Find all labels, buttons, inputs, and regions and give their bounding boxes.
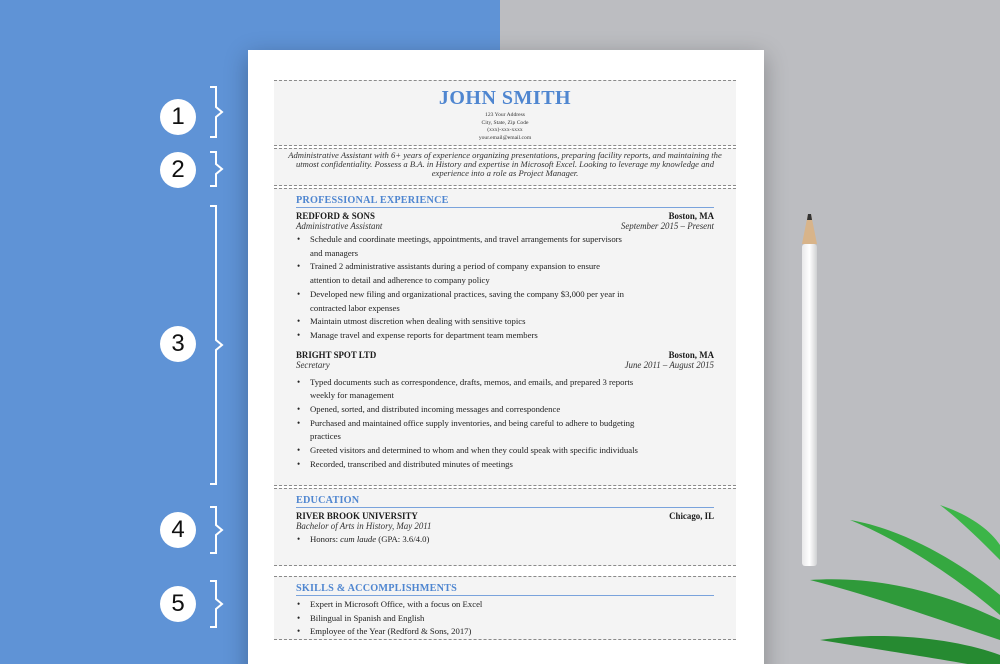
list-item: • Greeted visitors and determined to whom and when they could speak with specific individuals — [310, 444, 714, 458]
marker-3: 3 — [160, 326, 196, 362]
job-location: Boston, MA — [668, 349, 714, 360]
company-name: BRIGHT SPOT LTD — [296, 349, 377, 360]
list-item: • Bilingual in Spanish and English — [310, 612, 714, 626]
section-title: EDUCATION — [296, 495, 714, 508]
job-role: Administrative Assistant — [296, 221, 383, 231]
company-name: REDFORD & SONS — [296, 211, 375, 221]
bracket-2 — [208, 151, 224, 187]
degree: Bachelor of Arts in History, May 2011 — [296, 521, 432, 531]
school-header — [296, 511, 714, 521]
plant-illustration — [790, 500, 1000, 664]
city-line: City, State, Zip Code — [481, 119, 529, 126]
skills-section — [274, 576, 736, 640]
school-name: RIVER BROOK UNIVERSITY — [296, 511, 418, 521]
marker-1: 1 — [160, 99, 196, 135]
list-item: • Trained 2 administrative assistants during a period of company expansion to ensure attention to detail and adherence to company policy — [310, 260, 714, 287]
list-item: • Developed new filing and organizational practices, saving the company $3,000 per year in contracted labor expenses — [310, 288, 714, 315]
bracket-5 — [208, 580, 224, 628]
list-item: • Honors: cum laude (GPA: 3.6/4.0) — [310, 533, 714, 547]
job-header — [296, 350, 714, 360]
job-role: Secretary — [296, 359, 330, 370]
section-title: SKILLS & ACCOMPLISHMENTS — [296, 583, 714, 596]
list-item: • Schedule and coordinate meetings, appointments, and travel arrangements for supervisors and managers — [310, 233, 714, 260]
list-item: • Expert in Microsoft Office, with a focus on Excel — [310, 598, 714, 612]
contact-info — [274, 112, 736, 142]
experience-section — [274, 188, 736, 486]
address-line: 123 Your Address — [485, 112, 525, 118]
list-item: • Recorded, transcribed and distributed minutes of meetings — [310, 458, 714, 472]
marker-4: 4 — [160, 512, 196, 548]
job-dates: September 2015 – Present — [620, 221, 714, 231]
bracket-3 — [208, 205, 224, 485]
applicant-name: JOHN SMITH — [438, 87, 572, 109]
email-line: your.email@email.com — [478, 134, 532, 141]
degree-line — [296, 521, 714, 531]
section-title: PROFESSIONAL EXPERIENCE — [296, 195, 714, 208]
job-header — [296, 211, 714, 221]
marker-2: 2 — [160, 152, 196, 188]
education-bullets — [310, 533, 714, 547]
resume-header — [274, 80, 736, 146]
summary-text: Administrative Assistant with 6+ years of experience organizing presentations, preparing facility reports, and maintaining the utmost confidentiality. Possess a B.A. in History and expertise in Microsoft Excel. Looking to leverage my knowledge and experience into a role as Project Manager. — [288, 150, 722, 179]
job-subheader — [296, 360, 714, 370]
job-bullets — [310, 376, 714, 472]
resume-paper — [248, 50, 764, 664]
bracket-1 — [208, 86, 224, 138]
phone-line: (xxx)-xxx-xxxx — [487, 127, 523, 134]
list-item: • Purchased and maintained office supply inventories, and being careful to adhere to budgeting practices — [310, 417, 714, 444]
list-item: • Maintain utmost discretion when dealing with sensitive topics — [310, 315, 714, 329]
list-item: • Typed documents such as correspondence, drafts, memos, and emails, and prepared 3 reports weekly for management — [310, 376, 714, 403]
list-item: • Opened, sorted, and distributed incoming messages and correspondence — [310, 403, 714, 417]
list-item: • Employee of the Year (Redford & Sons, 2017) — [310, 625, 714, 639]
summary-section — [274, 148, 736, 186]
job-dates: June 2011 – August 2015 — [624, 359, 714, 370]
job-subheader — [296, 221, 714, 231]
school-location: Chicago, IL — [669, 511, 714, 521]
marker-5: 5 — [160, 586, 196, 622]
job-bullets — [310, 233, 714, 343]
job-location: Boston, MA — [668, 211, 714, 221]
skills-bullets — [310, 598, 714, 639]
education-section — [274, 488, 736, 566]
bracket-4 — [208, 506, 224, 554]
list-item: • Manage travel and expense reports for department team members — [310, 329, 714, 343]
